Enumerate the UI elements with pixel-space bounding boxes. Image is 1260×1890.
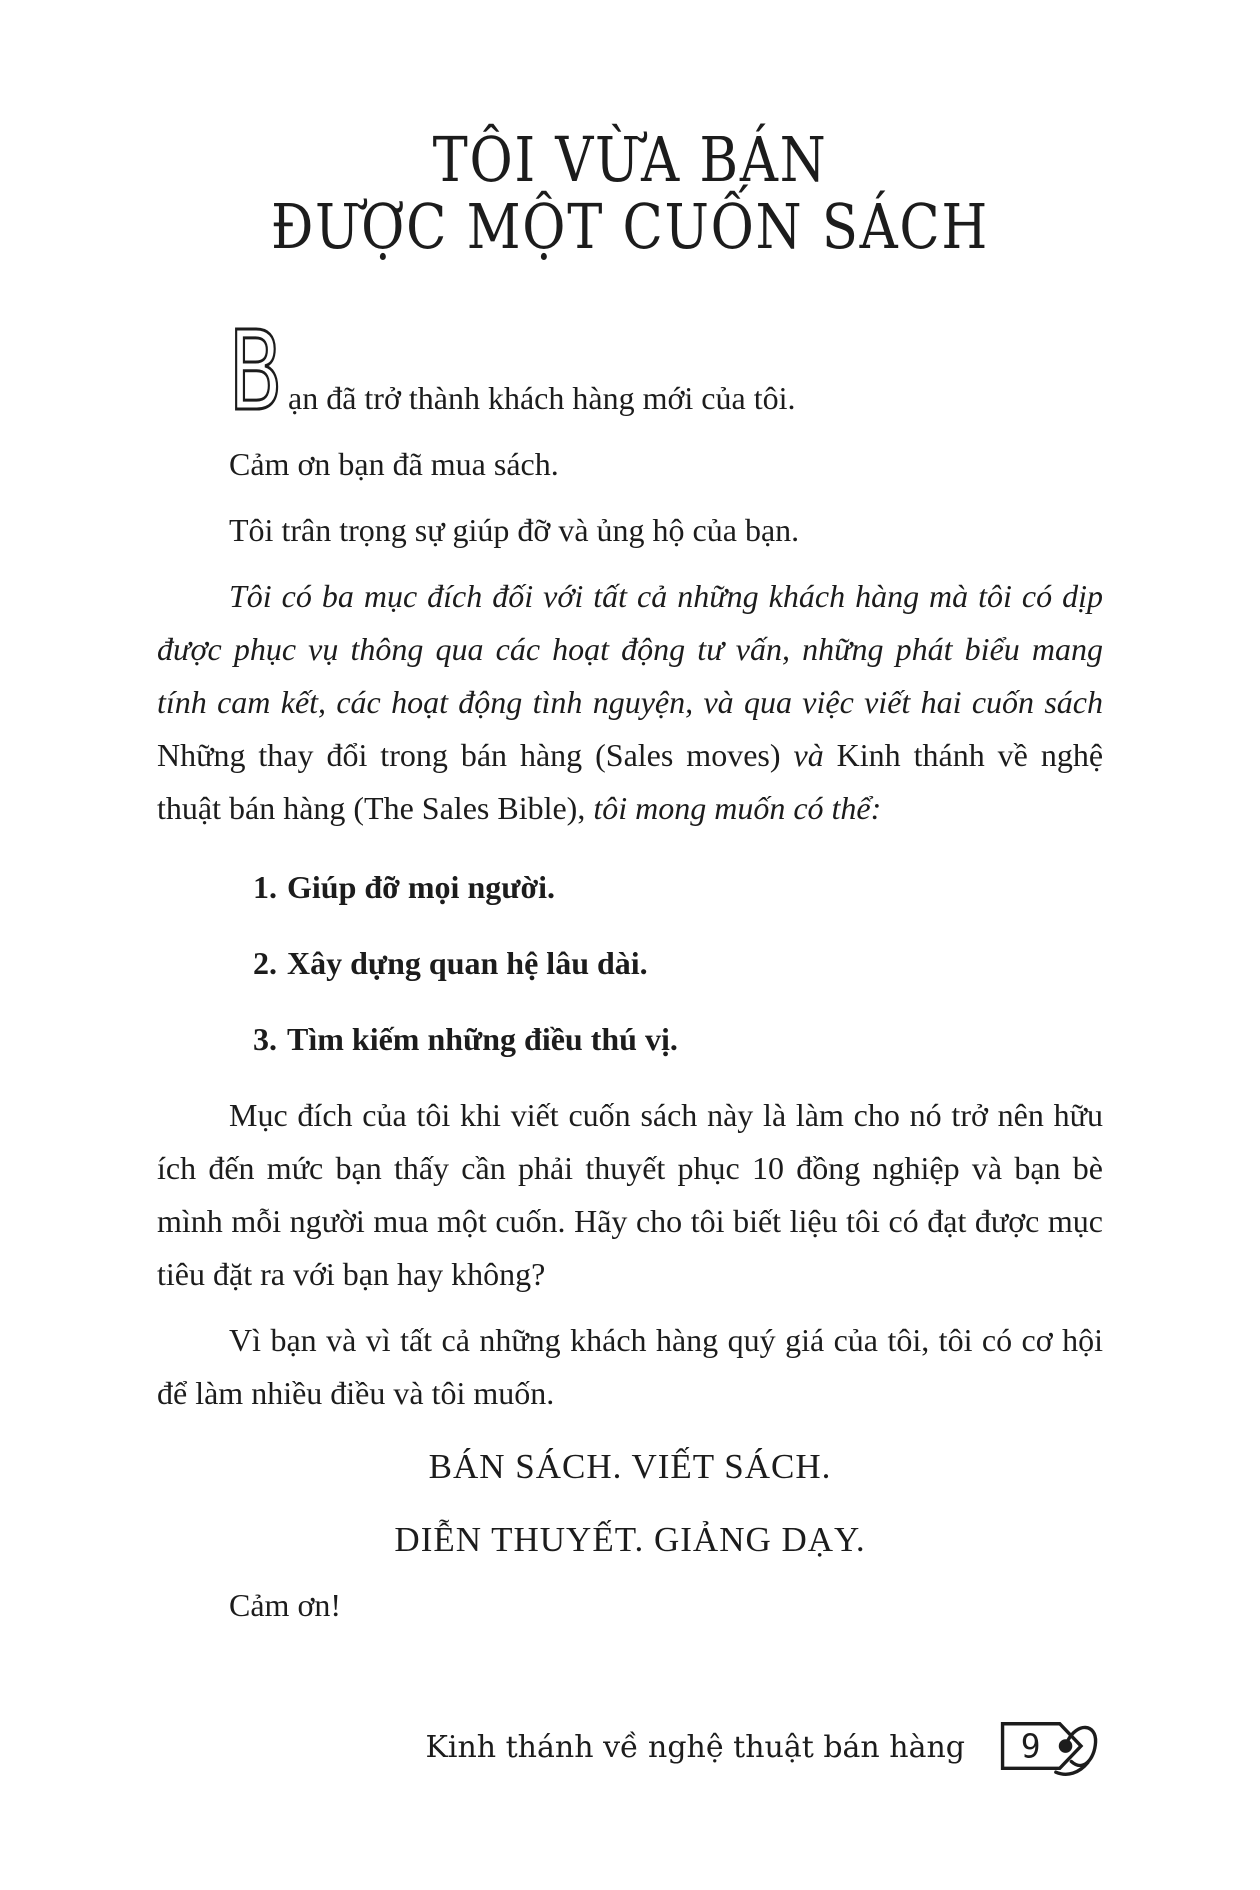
page-body xyxy=(157,324,1103,1632)
book-title-sales-bible: Kinh thánh về nghệ thuật bán hàng (The Sales Bible), xyxy=(157,737,1104,826)
chapter-title xyxy=(228,123,1032,263)
list-item-number: 3. xyxy=(253,1021,277,1057)
paragraph-opening xyxy=(157,324,1103,425)
paragraph-thanks: Cảm ơn bạn đã mua sách. xyxy=(229,446,559,482)
price-tag-page-number-icon xyxy=(999,1716,1103,1778)
list-item-text: Tìm kiếm những điều thú vị. xyxy=(287,1021,678,1057)
list-item-number: 1. xyxy=(253,869,277,905)
list-item-text: Giúp đỡ mọi người. xyxy=(287,869,556,905)
list-item xyxy=(253,861,1103,914)
italic-segment: Tôi có ba mục đích đối với tất cả những khách hàng mà tôi có dịp được phục vụ thông qua các hoạt động tư vấn, những phát biểu mang tính cam kết, các hoạt động tình nguyện, và qua việc viết hai cuốn sách xyxy=(157,578,1103,720)
caps-line-speak-teach: DIỄN THUYẾT. GIẢNG DẠY. xyxy=(394,1520,866,1559)
book-title-sales-moves: Những thay đổi trong bán hàng (Sales moves) xyxy=(157,737,781,773)
chapter-title-line-1: TÔI VỪA BÁN xyxy=(432,123,828,196)
paragraph-three-goals-intro xyxy=(157,570,1103,835)
chapter-title-line-2: ĐƯỢC MỘT CUỐN SÁCH xyxy=(270,190,990,263)
list-item-number: 2. xyxy=(253,945,277,981)
italic-segment: và xyxy=(793,737,824,773)
list-item xyxy=(253,937,1103,990)
dropcap-letter-b xyxy=(227,324,285,412)
paragraph-thank-you: Cảm ơn! xyxy=(229,1587,342,1623)
svg-text:B: B xyxy=(228,324,283,412)
list-item xyxy=(253,1013,1103,1066)
page-footer xyxy=(157,1716,1103,1778)
caps-line-sell-write: BÁN SÁCH. VIẾT SÁCH. xyxy=(428,1447,832,1486)
paragraph-purpose: Mục đích của tôi khi viết cuốn sách này là làm cho nó trở nên hữu ích đến mức bạn thấy cần phải thuyết phục 10 đồng nghiệp và bạn bè mình mỗi người mua một cuốn. Hãy cho tôi biết liệu tôi có đạt được mục tiêu đặt ra với bạn hay không? xyxy=(157,1097,1103,1292)
list-item-text: Xây dựng quan hệ lâu dài. xyxy=(287,945,648,981)
paragraph-appreciate: Tôi trân trọng sự giúp đỡ và ủng hộ của bạn. xyxy=(229,512,800,548)
tag-hole xyxy=(1059,1739,1073,1753)
paragraph-opportunity: Vì bạn và vì tất cả những khách hàng quý giá của tôi, tôi có cơ hội để làm nhiều điều và tôi muốn. xyxy=(157,1322,1103,1411)
italic-segment: tôi mong muốn có thể: xyxy=(593,790,882,826)
paragraph-opening-text: ạn đã trở thành khách hàng mới của tôi. xyxy=(288,380,796,416)
page-number: 9 xyxy=(1020,1726,1041,1766)
goals-list xyxy=(157,861,1103,1066)
running-footer-book-title: Kinh thánh về nghệ thuật bán hàng xyxy=(425,1729,965,1765)
